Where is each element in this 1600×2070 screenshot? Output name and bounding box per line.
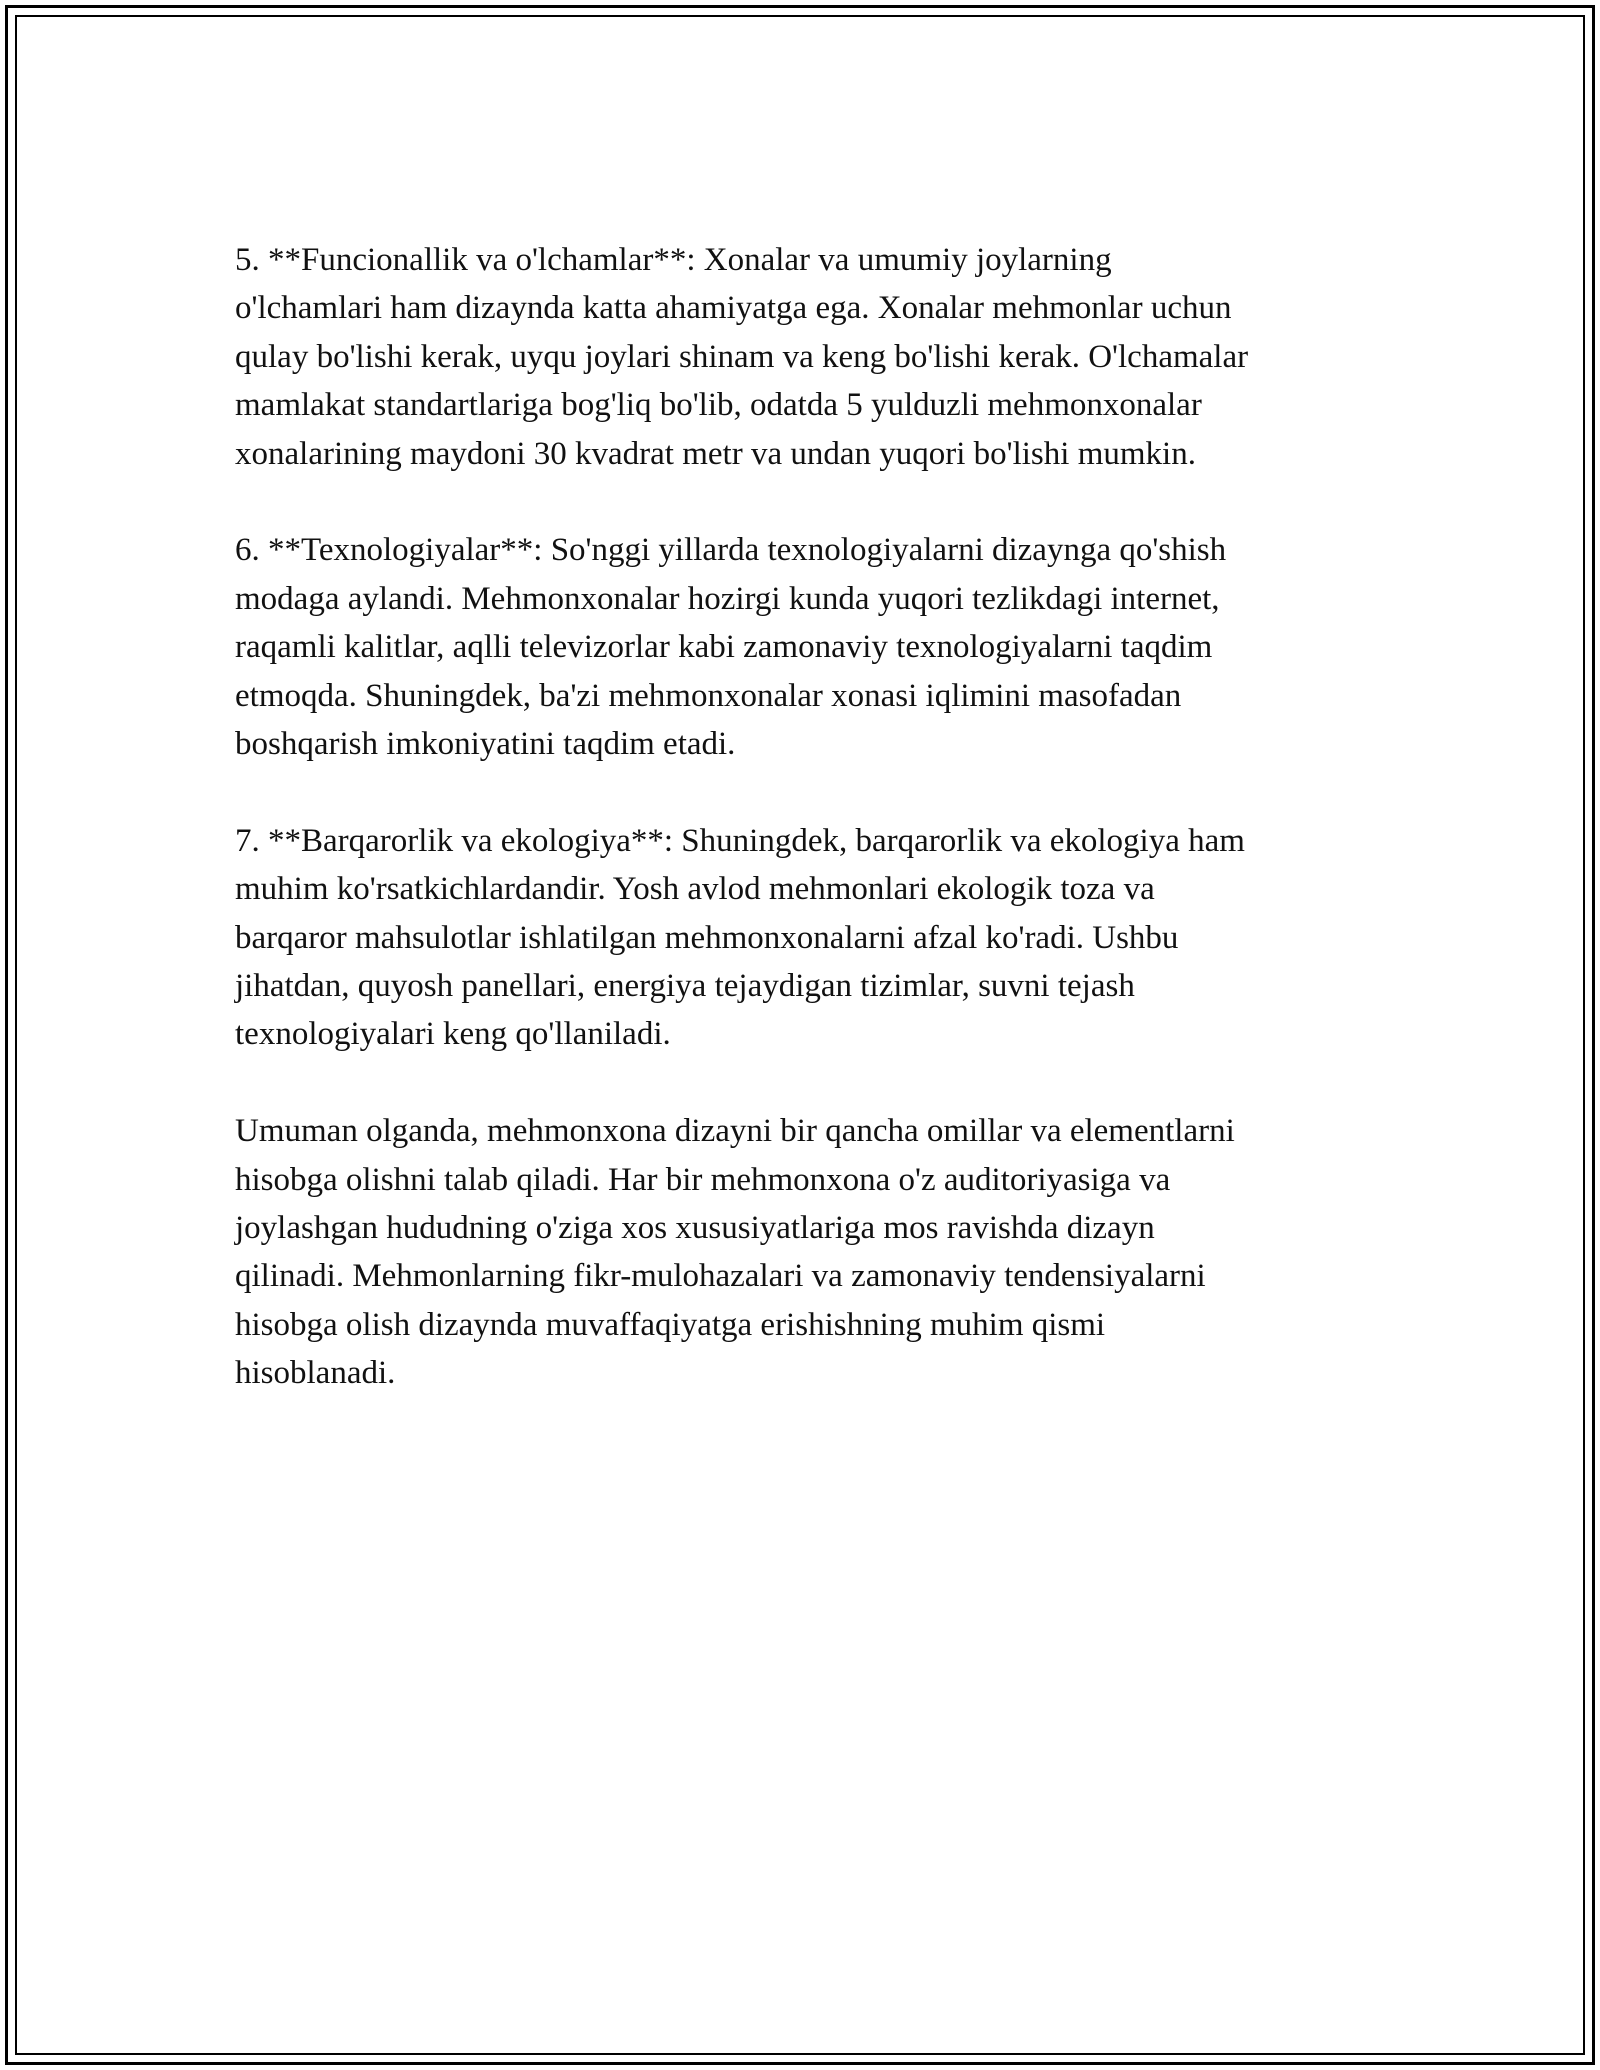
text-line: mamlakat standartlariga bog'liq bo'lib, odatda 5 yulduzli mehmonxonalar — [235, 387, 1202, 424]
text-line: hisobga olishni talab qiladi. Har bir mehmonxona o'z auditoriyasiga va — [235, 1161, 1171, 1198]
paragraph-conclusion — [235, 1107, 1385, 1397]
text-line: joylashgan hududning o'ziga xos xususiyatlariga mos ravishda dizayn — [235, 1210, 1155, 1247]
text-line: etmoqda. Shuningdek, ba'zi mehmonxonalar xonasi iqlimini masofadan — [235, 677, 1182, 714]
paragraph-sustainability — [235, 817, 1385, 1059]
text-line: hisoblanadi. — [235, 1355, 396, 1392]
text-line: modaga aylandi. Mehmonxonalar hozirgi kunda yuqori tezlikdagi internet, — [235, 580, 1220, 617]
text-line: o'lchamlari ham dizaynda katta ahamiyatga ega. Xonalar mehmonlar uchun — [235, 290, 1232, 327]
paragraph-technologies — [235, 526, 1385, 768]
text-line: 6. **Texnologiyalar**: So'nggi yillarda texnologiyalarni dizaynga qo'shish — [235, 532, 1227, 569]
paragraph-functionality — [235, 236, 1385, 478]
text-line: xonalarining maydoni 30 kvadrat metr va undan yuqori bo'lishi mumkin. — [235, 435, 1196, 472]
text-line: qilinadi. Mehmonlarning fikr-mulohazalari va zamonaviy tendensiyalarni — [235, 1258, 1206, 1295]
text-line: barqaror mahsulotlar ishlatilgan mehmonxonalarni afzal ko'radi. Ushbu — [235, 919, 1179, 956]
text-line: hisobga olish dizaynda muvaffaqiyatga erishishning muhim qismi — [235, 1306, 1106, 1343]
text-line: qulay bo'lishi kerak, uyqu joylari shinam va keng bo'lishi kerak. O'lchamalar — [235, 338, 1249, 375]
text-line: Umuman olganda, mehmonxona dizayni bir qancha omillar va elementlarni — [235, 1113, 1235, 1150]
text-line: jihatdan, quyosh panellari, energiya tejaydigan tizimlar, suvni tejash — [235, 968, 1135, 1005]
text-line: raqamli kalitlar, aqlli televizorlar kabi zamonaviy texnologiyalarni taqdim — [235, 629, 1213, 666]
document-body — [235, 236, 1385, 1446]
text-line: muhim ko'rsatkichlardandir. Yosh avlod mehmonlari ekologik toza va — [235, 871, 1155, 908]
text-line: 5. **Funcionallik va o'lchamlar**: Xonalar va umumiy joylarning — [235, 242, 1112, 278]
text-line: texnologiyalari keng qo'llaniladi. — [235, 1016, 671, 1053]
text-line: boshqarish imkoniyatini taqdim etadi. — [235, 726, 736, 763]
text-line: 7. **Barqarorlik va ekologiya**: Shuningdek, barqarorlik va ekologiya ham — [235, 822, 1245, 859]
